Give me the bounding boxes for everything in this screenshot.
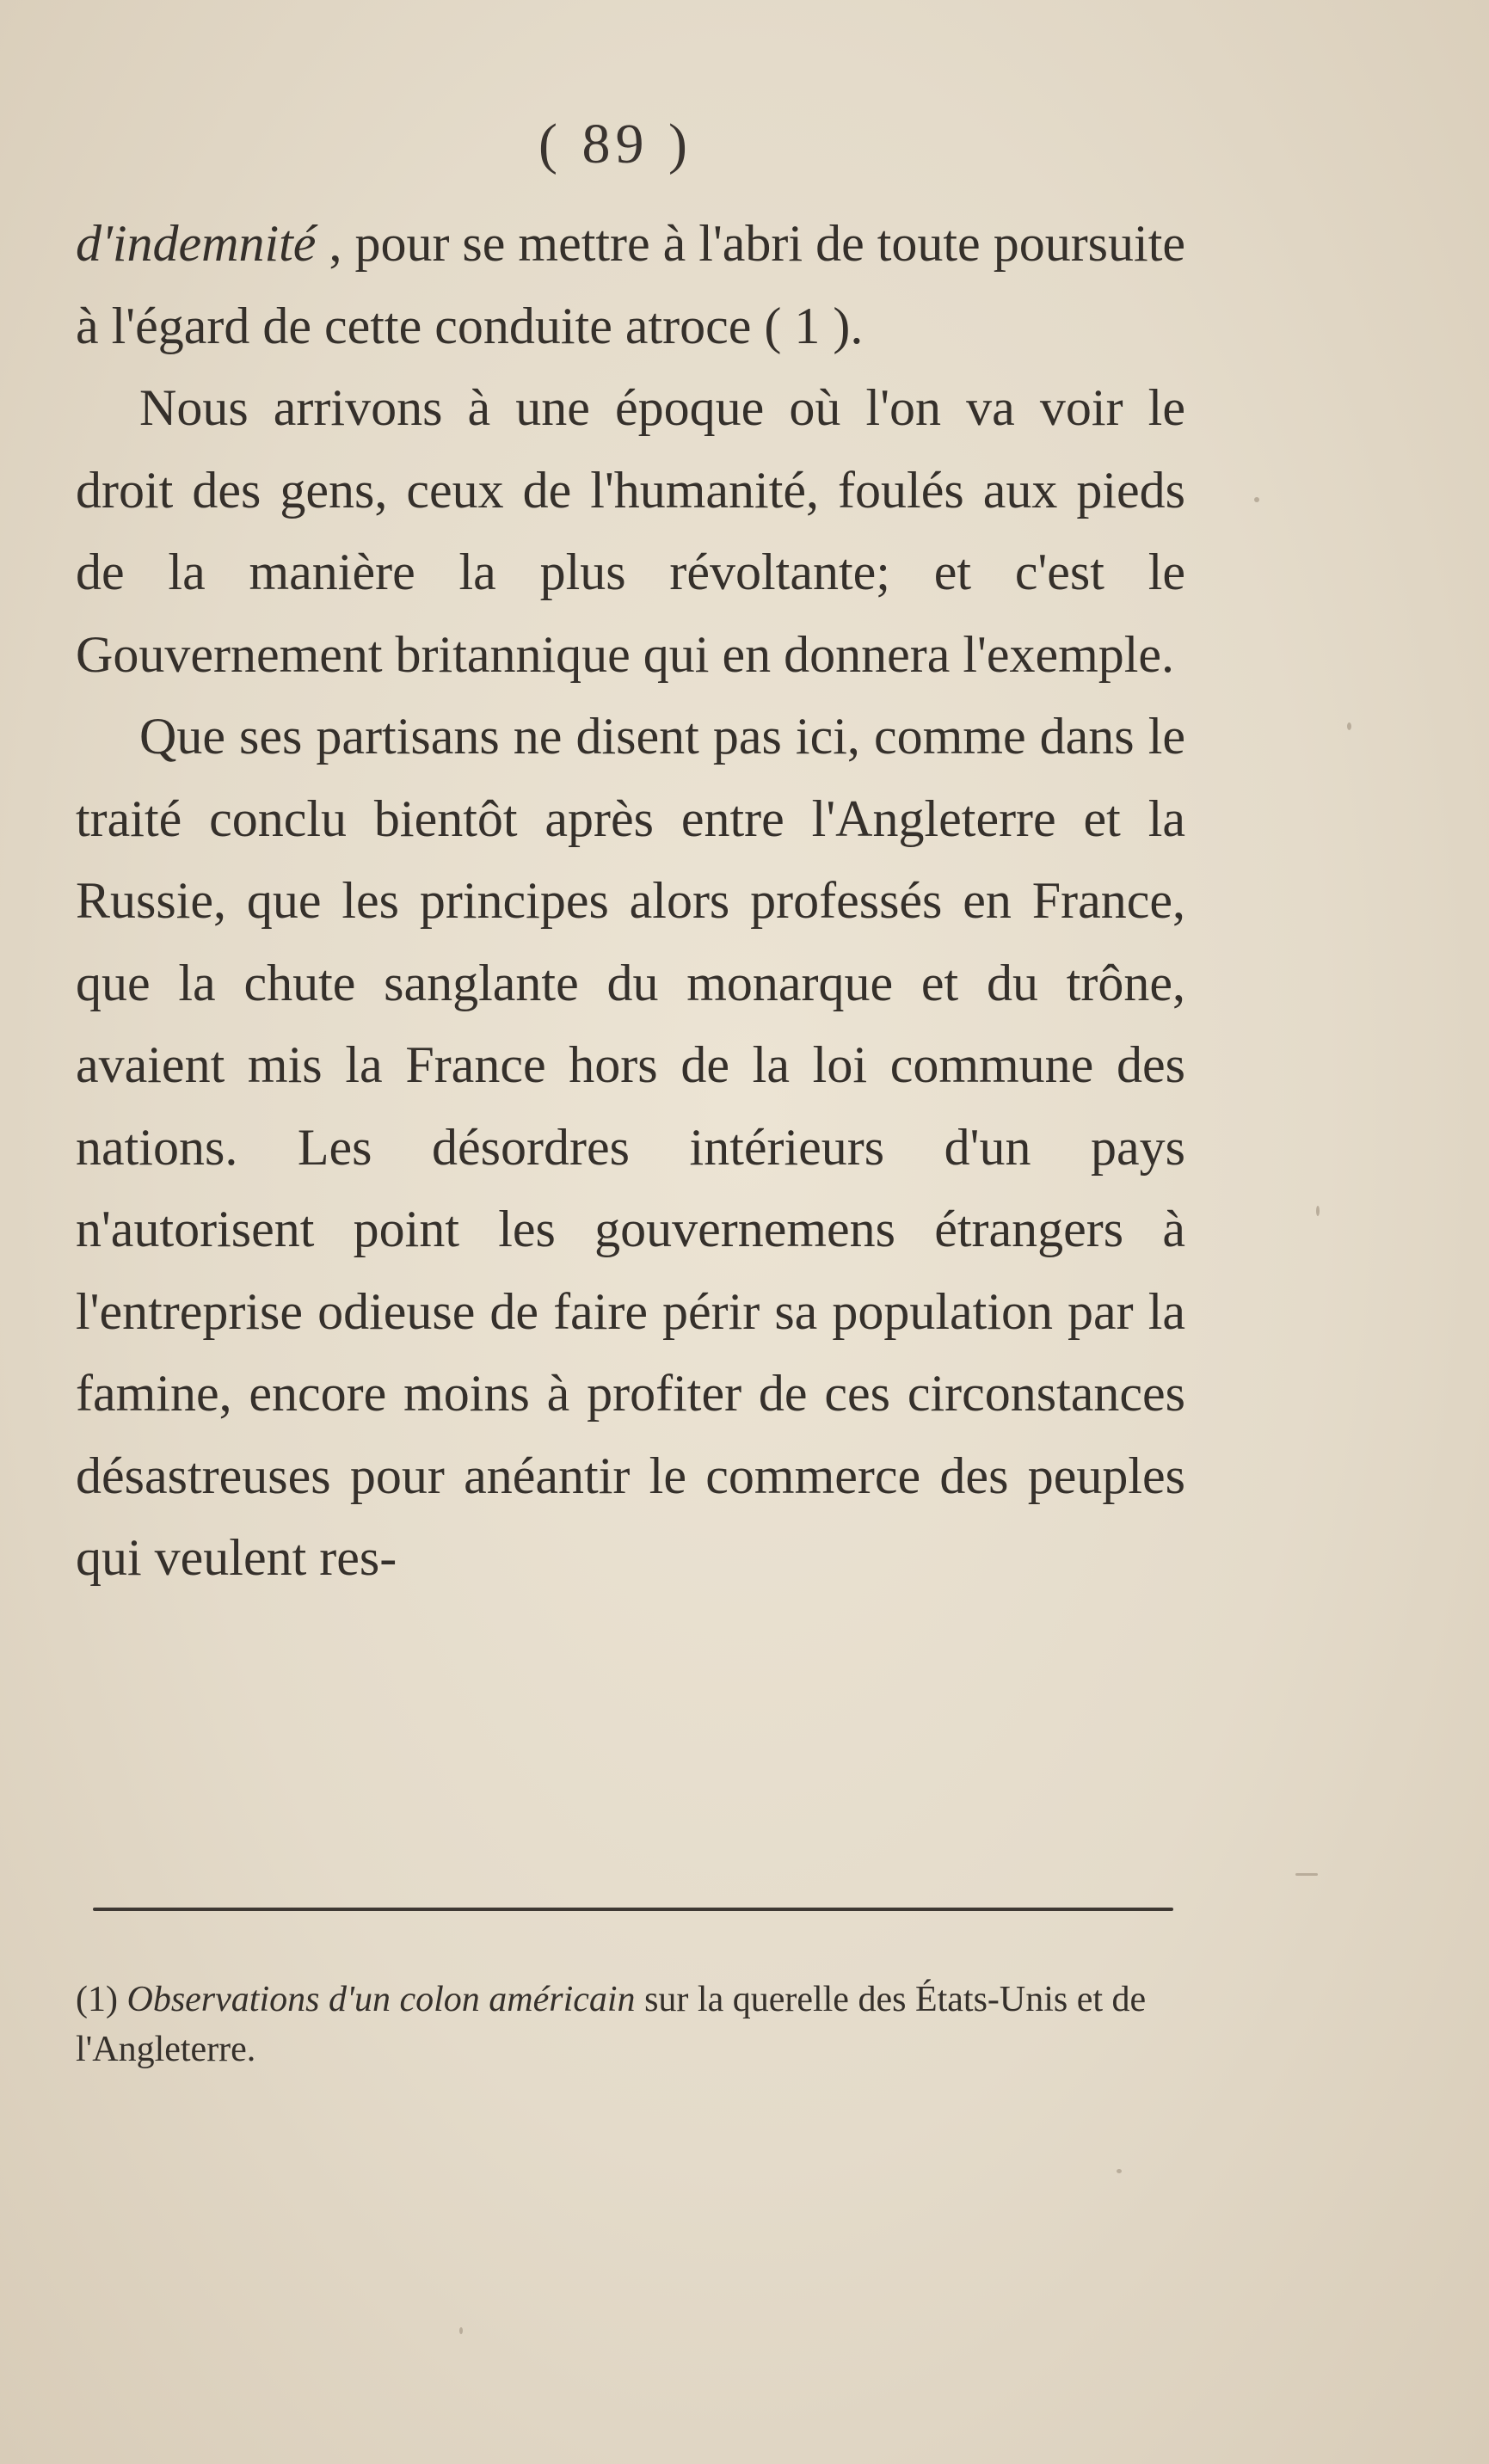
paper-speck — [1316, 1206, 1320, 1216]
footnote — [76, 1975, 1185, 2074]
page-number: ( 89 ) — [538, 113, 692, 175]
footnote-marker: (1) — [76, 1980, 118, 2019]
paper-speck — [459, 2327, 463, 2334]
body-text — [76, 203, 1185, 1600]
paragraph-continuation — [76, 203, 1185, 367]
paragraph-text: , pour se mettre à l'abri de toute poursuite à l'égard de cette conduite atroce ( 1 ). — [76, 215, 1185, 354]
italic-lead: d'indemnité — [76, 215, 317, 272]
paper-speck — [1347, 722, 1351, 730]
paper-speck — [1254, 497, 1259, 502]
footnote-title: Observations d'un colon américain — [126, 1980, 636, 2019]
paper-speck — [1117, 2169, 1122, 2173]
paragraph: Nous arrivons à une époque où l'on va voir le droit des gens, ceux de l'humanité, foulés aux pieds de la manière la plus révoltante; et c'est le Gouvernement britannique qui en donnera l'exemple. — [76, 379, 1185, 683]
footnote-rule — [93, 1908, 1173, 1911]
paragraph: Que ses partisans ne disent pas ici, comme dans le traité conclu bientôt après entre l'Angleterre et la Russie, que les principes alors professés en France, que la chute sanglante du monarque et du trône, avaient mis la France hors de la loi commune des nations. Les désordres intérieurs d'un pays n'autorisent point les gouvernemens étrangers à l'entreprise odieuse de faire périr sa population par la famine, encore moins à profiter de ces circonstances désastreuses pour anéantir le commerce des peuples qui veulent res- — [76, 708, 1185, 1586]
paper-speck — [1295, 1873, 1318, 1876]
footnote-text: sur la querelle des États-Unis et de l'Angleterre. — [76, 1980, 1147, 2069]
